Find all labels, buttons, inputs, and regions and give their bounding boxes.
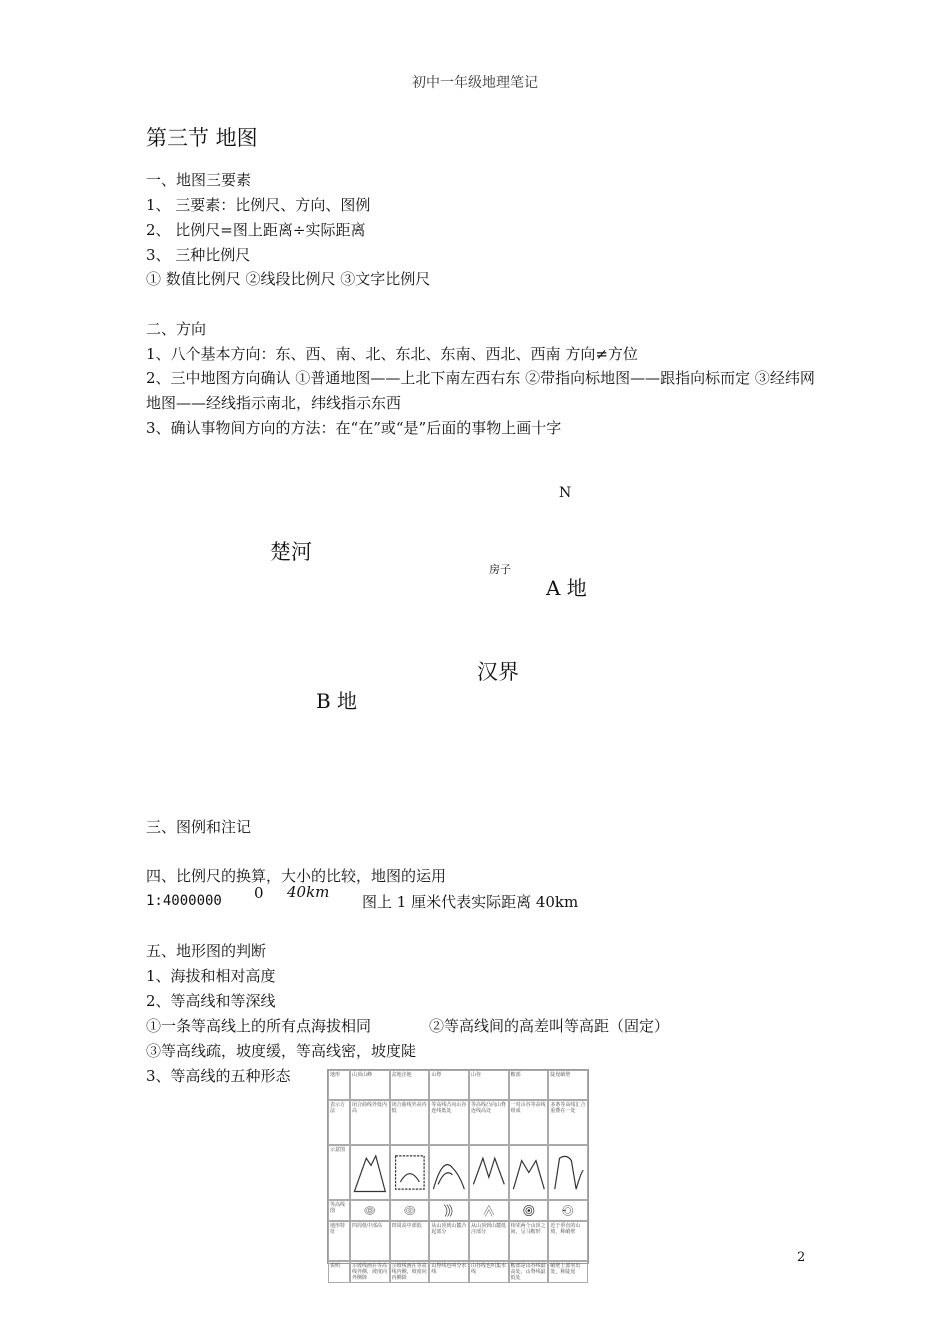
scale-description: 图上 1 厘米代表实际距离 40km (362, 893, 579, 911)
desc-cell: 一对山谷等高线组成 (509, 1100, 549, 1145)
scale-zero: 0 (254, 884, 264, 902)
row-label-feature: 地形特征 (328, 1221, 350, 1261)
s1-heading: 一、地图三要素 (146, 171, 252, 189)
section-title: 第三节 地图 (146, 126, 258, 150)
cliff-sketch (548, 1145, 588, 1200)
house-label: 房子 (489, 563, 511, 576)
valley-sketch (469, 1145, 509, 1200)
s5-line-3a: ①一条等高线上的所有点海拔相同 (146, 1017, 372, 1035)
s5-line-4: ③等高线疏，坡度缓，等高线密，坡度陡 (146, 1042, 417, 1060)
a-place-label: A 地 (546, 576, 587, 600)
saddle-contour (509, 1200, 549, 1221)
s5-line-2: 2、等高线和等深线 (146, 992, 276, 1010)
s2-line-1: 1、八个基本方向：东、西、南、北、东北、东南、西北、西南 方向≠方位 (146, 345, 638, 363)
valley-contour (469, 1200, 509, 1221)
s5-line-3b: ②等高线间的高差叫等高距（固定） (429, 1017, 670, 1035)
table-header-3: 山脊 (429, 1070, 469, 1100)
feature-cell: 近于垂直的山坡，称峭壁 (548, 1221, 588, 1261)
scale-forty: 40km (287, 883, 330, 901)
saddle-sketch (509, 1145, 549, 1200)
note-cell: 鞍部是山谷线最高处，山脊线最低处 (509, 1261, 549, 1283)
note-cell: 山谷线也叫集水线 (469, 1261, 509, 1283)
s3-heading: 三、图例和注记 (146, 818, 252, 836)
north-label: N (559, 485, 572, 501)
peak-contour (350, 1200, 390, 1221)
s5-heading: 五、地形图的判断 (146, 942, 267, 960)
s4-heading: 四、比例尺的换算，大小的比较，地图的运用 (146, 867, 447, 885)
note-cell: 示坡线画在等高线内侧，坡度向内侧降 (390, 1261, 430, 1283)
table-header-5: 鞍部 (509, 1070, 549, 1100)
note-cell: 山脊线也叫分水线 (429, 1261, 469, 1283)
s5-line-5: 3、等高线的五种形态 (146, 1067, 291, 1085)
note-cell: 峭壁上部突出处，称陡崖 (548, 1261, 588, 1283)
chuhe-label: 楚河 (270, 540, 312, 564)
desc-cell: 闭合曲线外低内高 (350, 1100, 390, 1145)
s2-heading: 二、方向 (146, 320, 207, 338)
b-place-label: B 地 (316, 689, 358, 713)
s1-line-2: 2、 比例尺=图上距离÷实际距离 (146, 221, 366, 239)
ridge-contour (429, 1200, 469, 1221)
desc-cell: 闭合曲线外高内低 (390, 1100, 430, 1145)
ridge-sketch (429, 1145, 469, 1200)
desc-cell: 等高线凸向山脊连线高处 (469, 1100, 509, 1145)
feature-cell: 相邻两个山顶之间，呈马鞍形 (509, 1221, 549, 1261)
s1-line-1: 1、 三要素：比例尺、方向、图例 (146, 196, 371, 214)
page-header: 初中一年级地理笔记 (412, 75, 538, 91)
hanjie-label: 汉界 (477, 660, 519, 684)
desc-cell: 多条等高线汇合重叠在一处 (548, 1100, 588, 1145)
table-header-2: 盆地洼地 (390, 1070, 430, 1100)
page-number: 2 (797, 1250, 806, 1265)
contour-forms-table (327, 1069, 589, 1281)
basin-contour (390, 1200, 430, 1221)
peak-sketch (350, 1145, 390, 1200)
scale-ratio: 1:4000000 (146, 893, 222, 909)
row-label-desc: 表示方法 (328, 1100, 350, 1145)
s5-line-1: 1、海拔和相对高度 (146, 967, 276, 985)
desc-cell: 等高线凸向山谷连线低处 (429, 1100, 469, 1145)
feature-cell: 四周高中部低 (390, 1221, 430, 1261)
row-label-contour: 等高线图 (328, 1200, 350, 1221)
s1-line-3: 3、 三种比例尺 (146, 246, 251, 264)
feature-cell: 从山顶到山麓低洼部分 (469, 1221, 509, 1261)
s2-line-2: 2、三中地图方向确认 ①普通地图——上北下南左西右东 ②带指向标地图——跟指向标而定 ③经纬网地图——经线指示南北，纬线指示东西 (146, 369, 815, 412)
row-label-sketch: 示意图 (328, 1145, 350, 1200)
feature-cell: 从山顶到山麓凸起部分 (429, 1221, 469, 1261)
feature-cell: 四周低中部高 (350, 1221, 390, 1261)
basin-sketch (390, 1145, 430, 1200)
table-header-0: 地形 (328, 1070, 350, 1100)
s2-line-3: 3、确认事物间方向的方法：在“在”或“是”后面的事物上画十字 (146, 419, 562, 437)
row-label-note: 说明 (328, 1261, 350, 1283)
note-cell: 示坡线画在等高线外侧，坡度向外侧降 (350, 1261, 390, 1283)
s1-line-4: ① 数值比例尺 ②线段比例尺 ③文字比例尺 (146, 270, 431, 288)
cliff-contour (548, 1200, 588, 1221)
table-header-6: 陡崖峭壁 (548, 1070, 588, 1100)
table-header-1: 山顶山峰 (350, 1070, 390, 1100)
table-header-4: 山谷 (469, 1070, 509, 1100)
